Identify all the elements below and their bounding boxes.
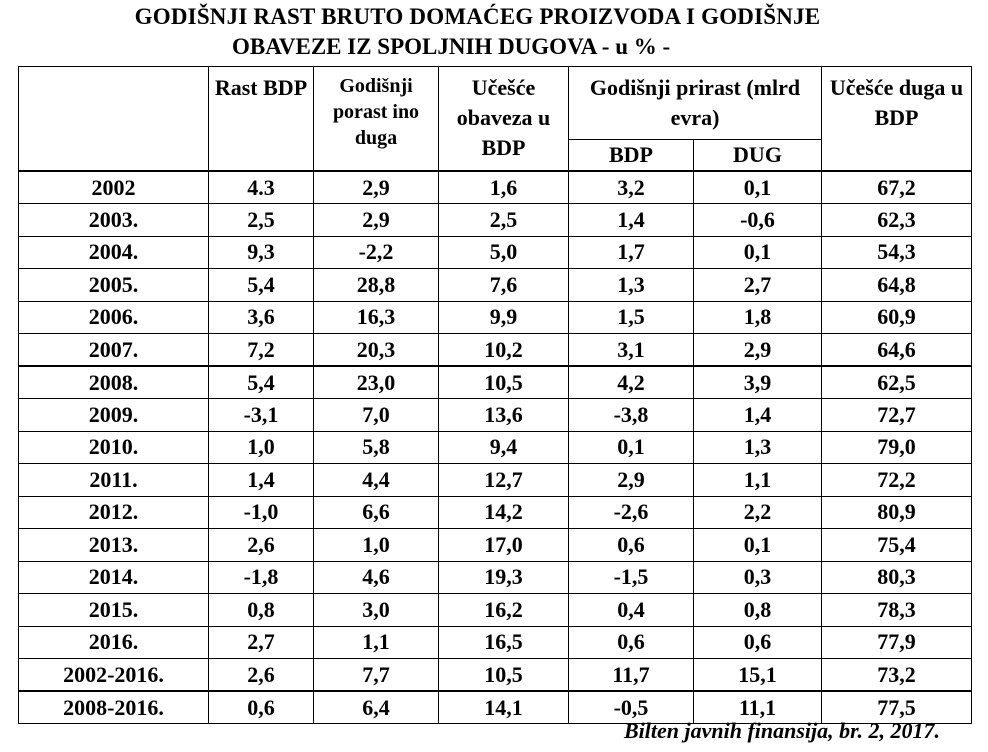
cell-prirast-bdp: 4,2 bbox=[569, 366, 694, 399]
cell-rast-bdp: -1,8 bbox=[209, 561, 314, 594]
table-row bbox=[19, 366, 972, 399]
header-godisnji-prirast: Godišnji prirast (mlrd evra) bbox=[569, 67, 822, 140]
cell-porast-ino-duga: 4,4 bbox=[314, 464, 439, 497]
cell-porast-ino-duga: 2,9 bbox=[314, 171, 439, 204]
cell-porast-ino-duga: 1,1 bbox=[314, 626, 439, 659]
cell-prirast-dug: 0,1 bbox=[694, 171, 822, 204]
cell-year: 2012. bbox=[19, 496, 209, 529]
cell-rast-bdp: -3,1 bbox=[209, 399, 314, 432]
cell-ucesce-duga: 78,3 bbox=[822, 594, 972, 627]
cell-year: 2013. bbox=[19, 529, 209, 562]
table-row bbox=[19, 594, 972, 627]
cell-rast-bdp: 1,0 bbox=[209, 431, 314, 464]
cell-ucesce-duga: 64,8 bbox=[822, 269, 972, 302]
cell-prirast-bdp: 1,7 bbox=[569, 236, 694, 269]
cell-rast-bdp: 1,4 bbox=[209, 464, 314, 497]
cell-prirast-dug: 0,6 bbox=[694, 626, 822, 659]
cell-ucesce-obaveza: 17,0 bbox=[439, 529, 569, 562]
cell-prirast-dug: 11,1 bbox=[694, 691, 822, 724]
cell-prirast-dug: 15,1 bbox=[694, 659, 822, 692]
header-godisnji-porast-ino-duga: Godišnji porast ino duga bbox=[314, 67, 439, 172]
title-line-2: OBAVEZE IZ SPOLJNIH DUGOVA - u % - bbox=[232, 34, 671, 59]
cell-ucesce-duga: 79,0 bbox=[822, 431, 972, 464]
cell-ucesce-duga: 75,4 bbox=[822, 529, 972, 562]
table-row bbox=[19, 204, 972, 237]
cell-ucesce-duga: 54,3 bbox=[822, 236, 972, 269]
header-ucesce-duga-u-bdp: Učešće duga u BDP bbox=[822, 67, 972, 172]
cell-ucesce-duga: 80,9 bbox=[822, 496, 972, 529]
cell-ucesce-obaveza: 13,6 bbox=[439, 399, 569, 432]
cell-prirast-dug: 2,9 bbox=[694, 334, 822, 367]
cell-prirast-bdp: 1,3 bbox=[569, 269, 694, 302]
cell-prirast-dug: 0,8 bbox=[694, 594, 822, 627]
table-row bbox=[19, 496, 972, 529]
cell-ucesce-duga: 64,6 bbox=[822, 334, 972, 367]
table-row bbox=[19, 399, 972, 432]
cell-porast-ino-duga: 23,0 bbox=[314, 366, 439, 399]
table-row bbox=[19, 171, 972, 204]
cell-prirast-bdp: -0,5 bbox=[569, 691, 694, 724]
cell-porast-ino-duga: 6,6 bbox=[314, 496, 439, 529]
cell-prirast-dug: 0,1 bbox=[694, 529, 822, 562]
cell-ucesce-obaveza: 19,3 bbox=[439, 561, 569, 594]
cell-rast-bdp: 2,7 bbox=[209, 626, 314, 659]
cell-rast-bdp: 2,5 bbox=[209, 204, 314, 237]
cell-year: 2015. bbox=[19, 594, 209, 627]
cell-ucesce-duga: 62,3 bbox=[822, 204, 972, 237]
cell-ucesce-obaveza: 16,5 bbox=[439, 626, 569, 659]
table-row bbox=[19, 431, 972, 464]
cell-rast-bdp: 9,3 bbox=[209, 236, 314, 269]
cell-ucesce-duga: 77,5 bbox=[822, 691, 972, 724]
cell-year: 2002 bbox=[19, 171, 209, 204]
table-row bbox=[19, 529, 972, 562]
cell-prirast-dug: 0,3 bbox=[694, 561, 822, 594]
cell-ucesce-obaveza: 9,4 bbox=[439, 431, 569, 464]
cell-porast-ino-duga: 2,9 bbox=[314, 204, 439, 237]
title-line-1: GODIŠNJI RAST BRUTO DOMAĆEG PROIZVODA I GODIŠNJE bbox=[134, 4, 821, 29]
cell-ucesce-duga: 72,7 bbox=[822, 399, 972, 432]
cell-prirast-bdp: 3,1 bbox=[569, 334, 694, 367]
table-row bbox=[19, 236, 972, 269]
cell-prirast-bdp: -3,8 bbox=[569, 399, 694, 432]
table-row bbox=[19, 269, 972, 302]
cell-year: 2010. bbox=[19, 431, 209, 464]
cell-prirast-bdp: -1,5 bbox=[569, 561, 694, 594]
cell-ucesce-obaveza: 10,2 bbox=[439, 334, 569, 367]
cell-ucesce-obaveza: 1,6 bbox=[439, 171, 569, 204]
cell-ucesce-obaveza: 5,0 bbox=[439, 236, 569, 269]
cell-prirast-bdp: 3,2 bbox=[569, 171, 694, 204]
cell-year: 2004. bbox=[19, 236, 209, 269]
table-row bbox=[19, 301, 972, 334]
cell-ucesce-obaveza: 16,2 bbox=[439, 594, 569, 627]
cell-year: 2003. bbox=[19, 204, 209, 237]
cell-year: 2014. bbox=[19, 561, 209, 594]
cell-prirast-bdp: 11,7 bbox=[569, 659, 694, 692]
cell-rast-bdp: 0,8 bbox=[209, 594, 314, 627]
cell-porast-ino-duga: 20,3 bbox=[314, 334, 439, 367]
cell-ucesce-duga: 73,2 bbox=[822, 659, 972, 692]
cell-rast-bdp: 2,6 bbox=[209, 659, 314, 692]
cell-ucesce-duga: 67,2 bbox=[822, 171, 972, 204]
cell-year: 2008. bbox=[19, 366, 209, 399]
cell-porast-ino-duga: -2,2 bbox=[314, 236, 439, 269]
cell-year: 2009. bbox=[19, 399, 209, 432]
table-row bbox=[19, 464, 972, 497]
cell-porast-ino-duga: 7,7 bbox=[314, 659, 439, 692]
cell-porast-ino-duga: 16,3 bbox=[314, 301, 439, 334]
cell-rast-bdp: 0,6 bbox=[209, 691, 314, 724]
cell-year: 2011. bbox=[19, 464, 209, 497]
cell-year: 2008-2016. bbox=[19, 691, 209, 724]
header-empty-cell bbox=[19, 67, 209, 172]
cell-year: 2006. bbox=[19, 301, 209, 334]
table-row bbox=[19, 561, 972, 594]
cell-rast-bdp: 5,4 bbox=[209, 269, 314, 302]
cell-rast-bdp: -1,0 bbox=[209, 496, 314, 529]
table-body bbox=[19, 171, 972, 724]
cell-porast-ino-duga: 5,8 bbox=[314, 431, 439, 464]
cell-prirast-dug: 0,1 bbox=[694, 236, 822, 269]
cell-prirast-bdp: 2,9 bbox=[569, 464, 694, 497]
cell-porast-ino-duga: 6,4 bbox=[314, 691, 439, 724]
header-sub-bdp: BDP bbox=[569, 140, 694, 172]
cell-ucesce-obaveza: 10,5 bbox=[439, 659, 569, 692]
cell-rast-bdp: 4.3 bbox=[209, 171, 314, 204]
cell-prirast-dug: 2,2 bbox=[694, 496, 822, 529]
cell-prirast-bdp: 0,1 bbox=[569, 431, 694, 464]
cell-ucesce-obaveza: 10,5 bbox=[439, 366, 569, 399]
header-sub-dug: DUG bbox=[694, 140, 822, 172]
cell-year: 2007. bbox=[19, 334, 209, 367]
cell-prirast-bdp: 0,6 bbox=[569, 626, 694, 659]
cell-year: 2005. bbox=[19, 269, 209, 302]
cell-year: 2016. bbox=[19, 626, 209, 659]
cell-porast-ino-duga: 7,0 bbox=[314, 399, 439, 432]
cell-prirast-bdp: 1,4 bbox=[569, 204, 694, 237]
cell-prirast-dug: 1,1 bbox=[694, 464, 822, 497]
cell-ucesce-obaveza: 12,7 bbox=[439, 464, 569, 497]
cell-prirast-dug: -0,6 bbox=[694, 204, 822, 237]
cell-ucesce-duga: 72,2 bbox=[822, 464, 972, 497]
cell-porast-ino-duga: 28,8 bbox=[314, 269, 439, 302]
cell-ucesce-obaveza: 2,5 bbox=[439, 204, 569, 237]
cell-porast-ino-duga: 3,0 bbox=[314, 594, 439, 627]
table-row bbox=[19, 626, 972, 659]
cell-prirast-dug: 2,7 bbox=[694, 269, 822, 302]
cell-ucesce-obaveza: 7,6 bbox=[439, 269, 569, 302]
cell-rast-bdp: 7,2 bbox=[209, 334, 314, 367]
cell-rast-bdp: 2,6 bbox=[209, 529, 314, 562]
table-row bbox=[19, 659, 972, 692]
cell-year: 2002-2016. bbox=[19, 659, 209, 692]
cell-ucesce-obaveza: 14,1 bbox=[439, 691, 569, 724]
cell-prirast-dug: 1,8 bbox=[694, 301, 822, 334]
cell-ucesce-duga: 60,9 bbox=[822, 301, 972, 334]
cell-prirast-bdp: 0,6 bbox=[569, 529, 694, 562]
cell-ucesce-duga: 62,5 bbox=[822, 366, 972, 399]
cell-prirast-bdp: -2,6 bbox=[569, 496, 694, 529]
cell-porast-ino-duga: 1,0 bbox=[314, 529, 439, 562]
cell-ucesce-duga: 77,9 bbox=[822, 626, 972, 659]
cell-prirast-dug: 3,9 bbox=[694, 366, 822, 399]
cell-prirast-dug: 1,3 bbox=[694, 431, 822, 464]
cell-rast-bdp: 3,6 bbox=[209, 301, 314, 334]
header-rast-bdp: Rast BDP bbox=[209, 67, 314, 172]
cell-ucesce-duga: 80,3 bbox=[822, 561, 972, 594]
cell-porast-ino-duga: 4,6 bbox=[314, 561, 439, 594]
cell-prirast-bdp: 1,5 bbox=[569, 301, 694, 334]
cell-ucesce-obaveza: 9,9 bbox=[439, 301, 569, 334]
data-table bbox=[18, 66, 972, 724]
cell-rast-bdp: 5,4 bbox=[209, 366, 314, 399]
header-ucesce-obaveza-u-bdp: Učešće obaveza u BDP bbox=[439, 67, 569, 172]
source-citation: Bilten javnih finansija, br. 2, 2017. bbox=[623, 718, 940, 743]
cell-prirast-dug: 1,4 bbox=[694, 399, 822, 432]
cell-prirast-bdp: 0,4 bbox=[569, 594, 694, 627]
table-row bbox=[19, 334, 972, 367]
cell-ucesce-obaveza: 14,2 bbox=[439, 496, 569, 529]
